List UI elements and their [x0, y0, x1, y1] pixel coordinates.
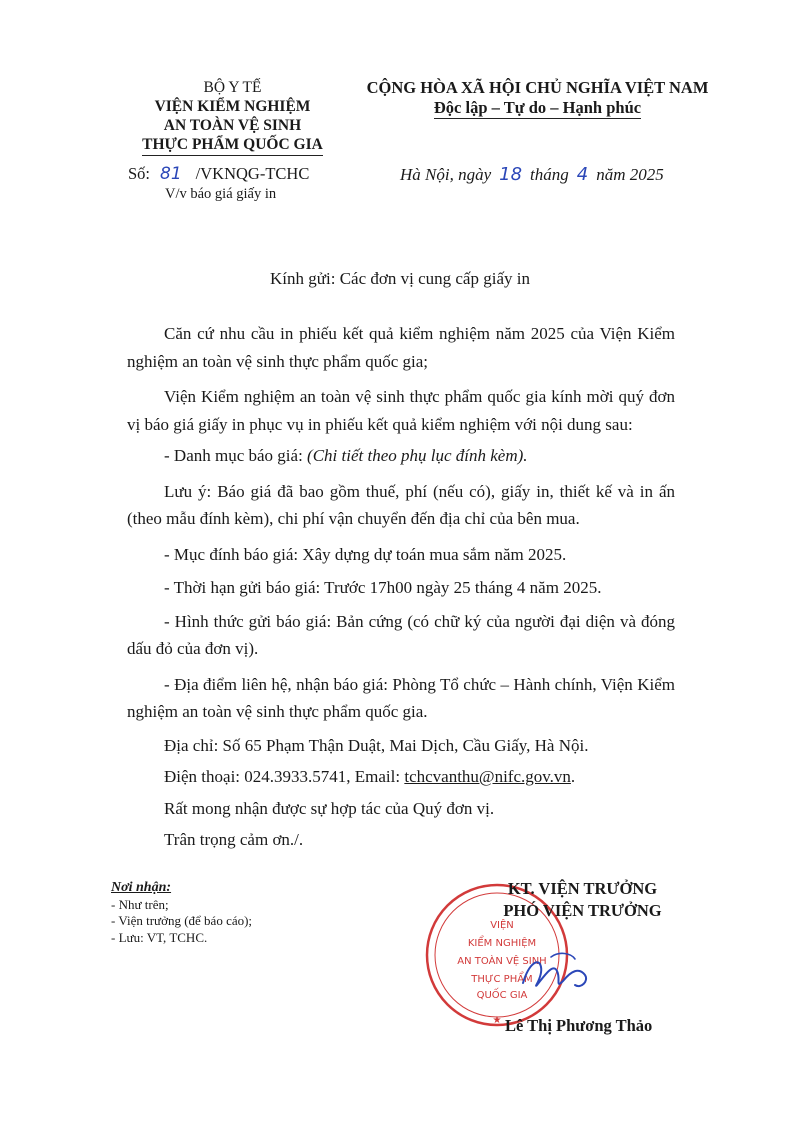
- paragraph-deadline: - Thời hạn gửi báo giá: Trước 17h00 ngày 25 tháng 4 năm 2025.: [164, 578, 602, 597]
- national-motto: Độc lập – Tự do – Hạnh phúc: [433, 98, 642, 117]
- stamp-star-icon: ★: [492, 1015, 502, 1026]
- signature-block: [470, 878, 695, 922]
- signature-title-1: KT. VIỆN TRƯỞNG: [507, 879, 658, 898]
- doc-number-prefix: Số:: [128, 164, 151, 183]
- paragraph-address: Địa chỉ: Số 65 Phạm Thận Duật, Mai Dịch, Cầu Giấy, Hà Nội.: [164, 735, 589, 755]
- institute-line-3: THỰC PHẨM QUỐC GIA: [142, 135, 323, 156]
- stamp-line-5: QUỐC GIA: [476, 990, 528, 1001]
- paragraph-format: - Hình thức gửi báo giá: Bản cứng (có chữ ký của người đại diện và đóng dấu đỏ của đơn vị).: [127, 611, 675, 658]
- paragraph-closing: Rất mong nhận được sự hợp tác của Quý đơn vị.: [164, 798, 495, 818]
- issuing-agency: [110, 78, 355, 156]
- date-part-1: Hà Nội, ngày: [400, 165, 492, 184]
- doc-number-suffix: /VKNQG-TCHC: [195, 164, 310, 183]
- phone-email-suffix: .: [570, 767, 576, 786]
- addressee-line: Kính gửi: Các đơn vị cung cấp giấy in: [270, 269, 530, 288]
- paragraph-basis: Căn cứ nhu cầu in phiếu kết quả kiểm nghiệm năm 2025 của Viện Kiểm nghiệm an toàn vệ sinh thực phẩm quốc gia;: [127, 324, 675, 371]
- recipient-item: - Như trên;: [111, 896, 169, 912]
- paragraph-phone-email: [127, 763, 675, 791]
- document-number: [128, 164, 309, 184]
- recipients-title: Nơi nhận:: [111, 880, 172, 895]
- stamp-line-1: VIỆN: [490, 920, 514, 931]
- stamp-line-4: THỰC PHẨM: [471, 974, 533, 985]
- recipient-item: - Lưu: VT, TCHC.: [111, 929, 208, 945]
- paragraph-thanks: Trân trọng cảm ơn./.: [164, 830, 304, 849]
- doc-number-handwritten: 81: [160, 164, 182, 184]
- document-date: [400, 164, 664, 185]
- email-link[interactable]: tchcvanthu@nifc.gov.vn: [404, 767, 571, 786]
- paragraph-purpose: - Mục đính báo giá: Xây dựng dự toán mua sắm năm 2025.: [164, 544, 567, 564]
- recipient-item: - Viện trưởng (để báo cáo);: [111, 913, 253, 928]
- paragraph-contact-location: - Địa điểm liên hệ, nhận báo giá: Phòng Tổ chức – Hành chính, Viện Kiểm nghiệm an toàn vệ sinh thực phẩm quốc gia.: [127, 674, 675, 721]
- signer-name: Lê Thị Phương Thảo: [505, 1016, 653, 1035]
- paragraph-note: Lưu ý: Báo giá đã bao gồm thuế, phí (nếu có), giấy in, thiết kế và in ấn (theo mẫu đính kèm), chi phí vận chuyển đến địa chỉ của bên mua.: [127, 481, 675, 528]
- paragraph-quote-list: [127, 442, 675, 470]
- quote-list-label: - Danh mục báo giá:: [164, 446, 308, 465]
- document-subject: V/v báo giá giấy in: [165, 186, 277, 202]
- national-header: [365, 78, 710, 119]
- date-day-handwritten: 18: [499, 164, 523, 185]
- stamp-line-2: KIỂM NGHIỆM: [467, 938, 537, 949]
- signature-title-2: PHÓ VIỆN TRƯỞNG: [503, 901, 662, 920]
- institute-line-1: VIỆN KIỂM NGHIỆM: [154, 98, 311, 115]
- institute-line-2: AN TOÀN VỆ SINH: [163, 117, 302, 134]
- nation-name: CỘNG HÒA XÃ HỘI CHỦ NGHĨA VIỆT NAM: [366, 78, 709, 97]
- paragraph-invitation: Viện Kiểm nghiệm an toàn vệ sinh thực phẩm quốc gia kính mời quý đơn vị báo giá giấy in phục vụ in phiếu kết quả kiểm nghiệm với nội dung sau:: [127, 387, 675, 434]
- quote-list-note: (Chi tiết theo phụ lục đính kèm).: [307, 446, 528, 465]
- date-part-3: năm 2025: [596, 165, 664, 184]
- recipients-list: [111, 880, 252, 946]
- ministry-name: BỘ Y TẾ: [203, 79, 262, 96]
- date-part-2: tháng: [530, 165, 569, 184]
- letter-body: [127, 320, 675, 854]
- handwritten-signature: [515, 945, 605, 1000]
- stamp-line-3: AN TOÀN VỆ SINH: [457, 956, 547, 967]
- phone-text: Điện thoại: 024.3933.5741, Email:: [164, 767, 405, 786]
- date-month-handwritten: 4: [576, 164, 589, 185]
